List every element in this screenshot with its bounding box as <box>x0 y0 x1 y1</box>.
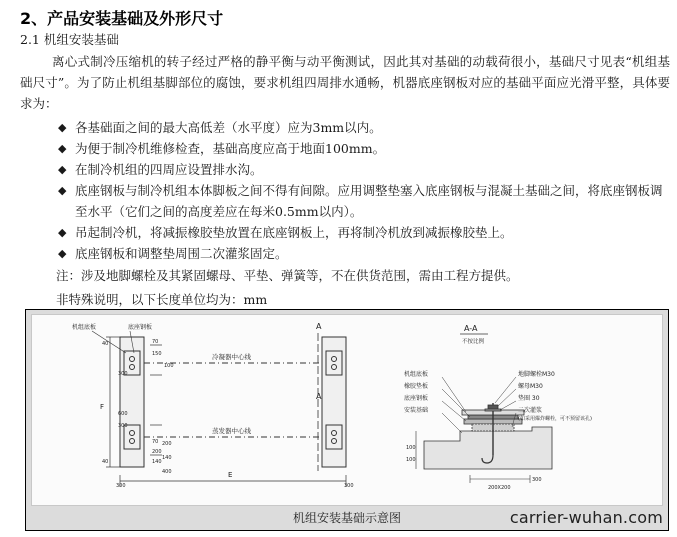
label-right: 螺母M30 <box>518 383 543 390</box>
dim-label: 200 <box>162 441 172 447</box>
diamond-bullet-icon: ◆ <box>58 142 67 155</box>
label-base-plate: 底座钢板 <box>128 324 153 331</box>
dim-label: 100 <box>406 457 416 463</box>
label-left: 底座钢板 <box>404 395 429 402</box>
list-item: ◆ 各基础面之间的最大高低差（水平度）应为3mm以内。 <box>58 117 670 138</box>
subsection-heading: 2.1 机组安装基础 <box>20 32 119 47</box>
label-left: 安装基础 <box>404 407 429 414</box>
label-left: 橡胶垫板 <box>404 383 429 390</box>
foundation-drawing <box>32 315 664 507</box>
diamond-bullet-icon: ◆ <box>58 226 67 239</box>
dim-label: 140 <box>152 459 162 465</box>
dim-label: 300 <box>118 423 128 429</box>
label-evaporator-line: 蒸发器中心线 <box>212 427 251 435</box>
section-title: A-A <box>464 324 478 333</box>
section-mark-top: A <box>316 322 322 331</box>
section-mark-middle: A <box>316 392 322 401</box>
label-right: 地脚螺栓M30 <box>518 371 555 378</box>
diamond-bullet-icon: ◆ <box>58 121 67 134</box>
list-item: ◆ 底座钢板和调整垫周围二次灌浆固定。 <box>58 243 670 264</box>
label-condenser-line: 冷凝器中心线 <box>212 353 251 361</box>
unit-note: 非特殊说明，以下长度单位均为：mm <box>56 292 268 307</box>
watermark: carrier-wuhan.com <box>509 508 663 527</box>
dim-label: 140 <box>162 455 172 461</box>
list-item: ◆ 为便于制冷机维修检查，基础高度应高于地面100mm。 <box>58 138 670 159</box>
dim-label: 600 <box>118 411 128 417</box>
list-item: ◆ 吊起制冷机，将减振橡胶垫放置在底座钢板上，再将制冷机放到减振橡胶垫上。 <box>58 222 670 243</box>
dim-label: 200X200 <box>488 485 511 491</box>
list-item: ◆ 在制冷机组的四周应设置排水沟。 <box>58 159 670 180</box>
label-right: 垫圈 30 <box>518 395 540 402</box>
dimension-f: F <box>100 403 105 411</box>
diamond-bullet-icon: ◆ <box>58 247 67 260</box>
requirements-list <box>58 117 670 264</box>
dim-label: 40 <box>102 459 109 465</box>
drawing-area <box>31 314 663 506</box>
dimension-e: E <box>228 471 233 479</box>
label-left: 机组底板 <box>404 371 429 378</box>
supply-note: 注：涉及地脚螺栓及其紧固螺母、平垫、弹簧等，不在供货范围，需由工程方提供。 <box>56 268 519 283</box>
section-heading: 2、产品安装基础及外形尺寸 <box>20 9 224 28</box>
label-unit-frame: 机组底板 <box>72 324 97 331</box>
intro-paragraph: 离心式制冷压缩机的转子经过严格的静平衡与动平衡测试，因此其对基础的动载荷很小，基础尺寸见表“机组基础尺寸”。为了防止机组基脚部位的腐蚀，要求机组四周排水通畅，机器底座钢板对应的基础平面应光滑平整，具体要求为： <box>20 54 670 111</box>
foundation-figure <box>25 309 669 531</box>
diamond-bullet-icon: ◆ <box>58 163 67 176</box>
label-right: (如采用爆炸螺栓，可不预留该孔) <box>518 416 592 422</box>
diamond-bullet-icon: ◆ <box>58 184 67 197</box>
dim-label: 200 <box>152 449 162 455</box>
plan-labels <box>72 322 354 489</box>
label-right: 二次灌浆 <box>518 407 543 414</box>
dim-label: 300 <box>116 483 126 489</box>
figure-caption: 机组安装基础示意图 <box>292 511 401 525</box>
dim-label: 400 <box>162 469 172 475</box>
list-item: ◆ 底座钢板与制冷机组本体脚板之间不得有间隙。应用调整垫塞入底座钢板与混凝土基础之间，将底座钢板调至水平（它们之间的高度差应在每米0.5mm以内）。 <box>58 180 670 222</box>
dim-label: 150 <box>152 351 162 357</box>
dim-label: 300 <box>532 477 542 483</box>
dim-label: 300 <box>118 371 128 377</box>
dim-label: 70 <box>152 439 159 445</box>
dim-label: 100 <box>164 363 174 369</box>
dim-label: 40 <box>102 341 109 347</box>
section-subtitle: 不按比例 <box>462 339 485 345</box>
dim-label: 300 <box>344 483 354 489</box>
dim-label: 70 <box>152 339 159 345</box>
dim-label: 100 <box>406 445 416 451</box>
